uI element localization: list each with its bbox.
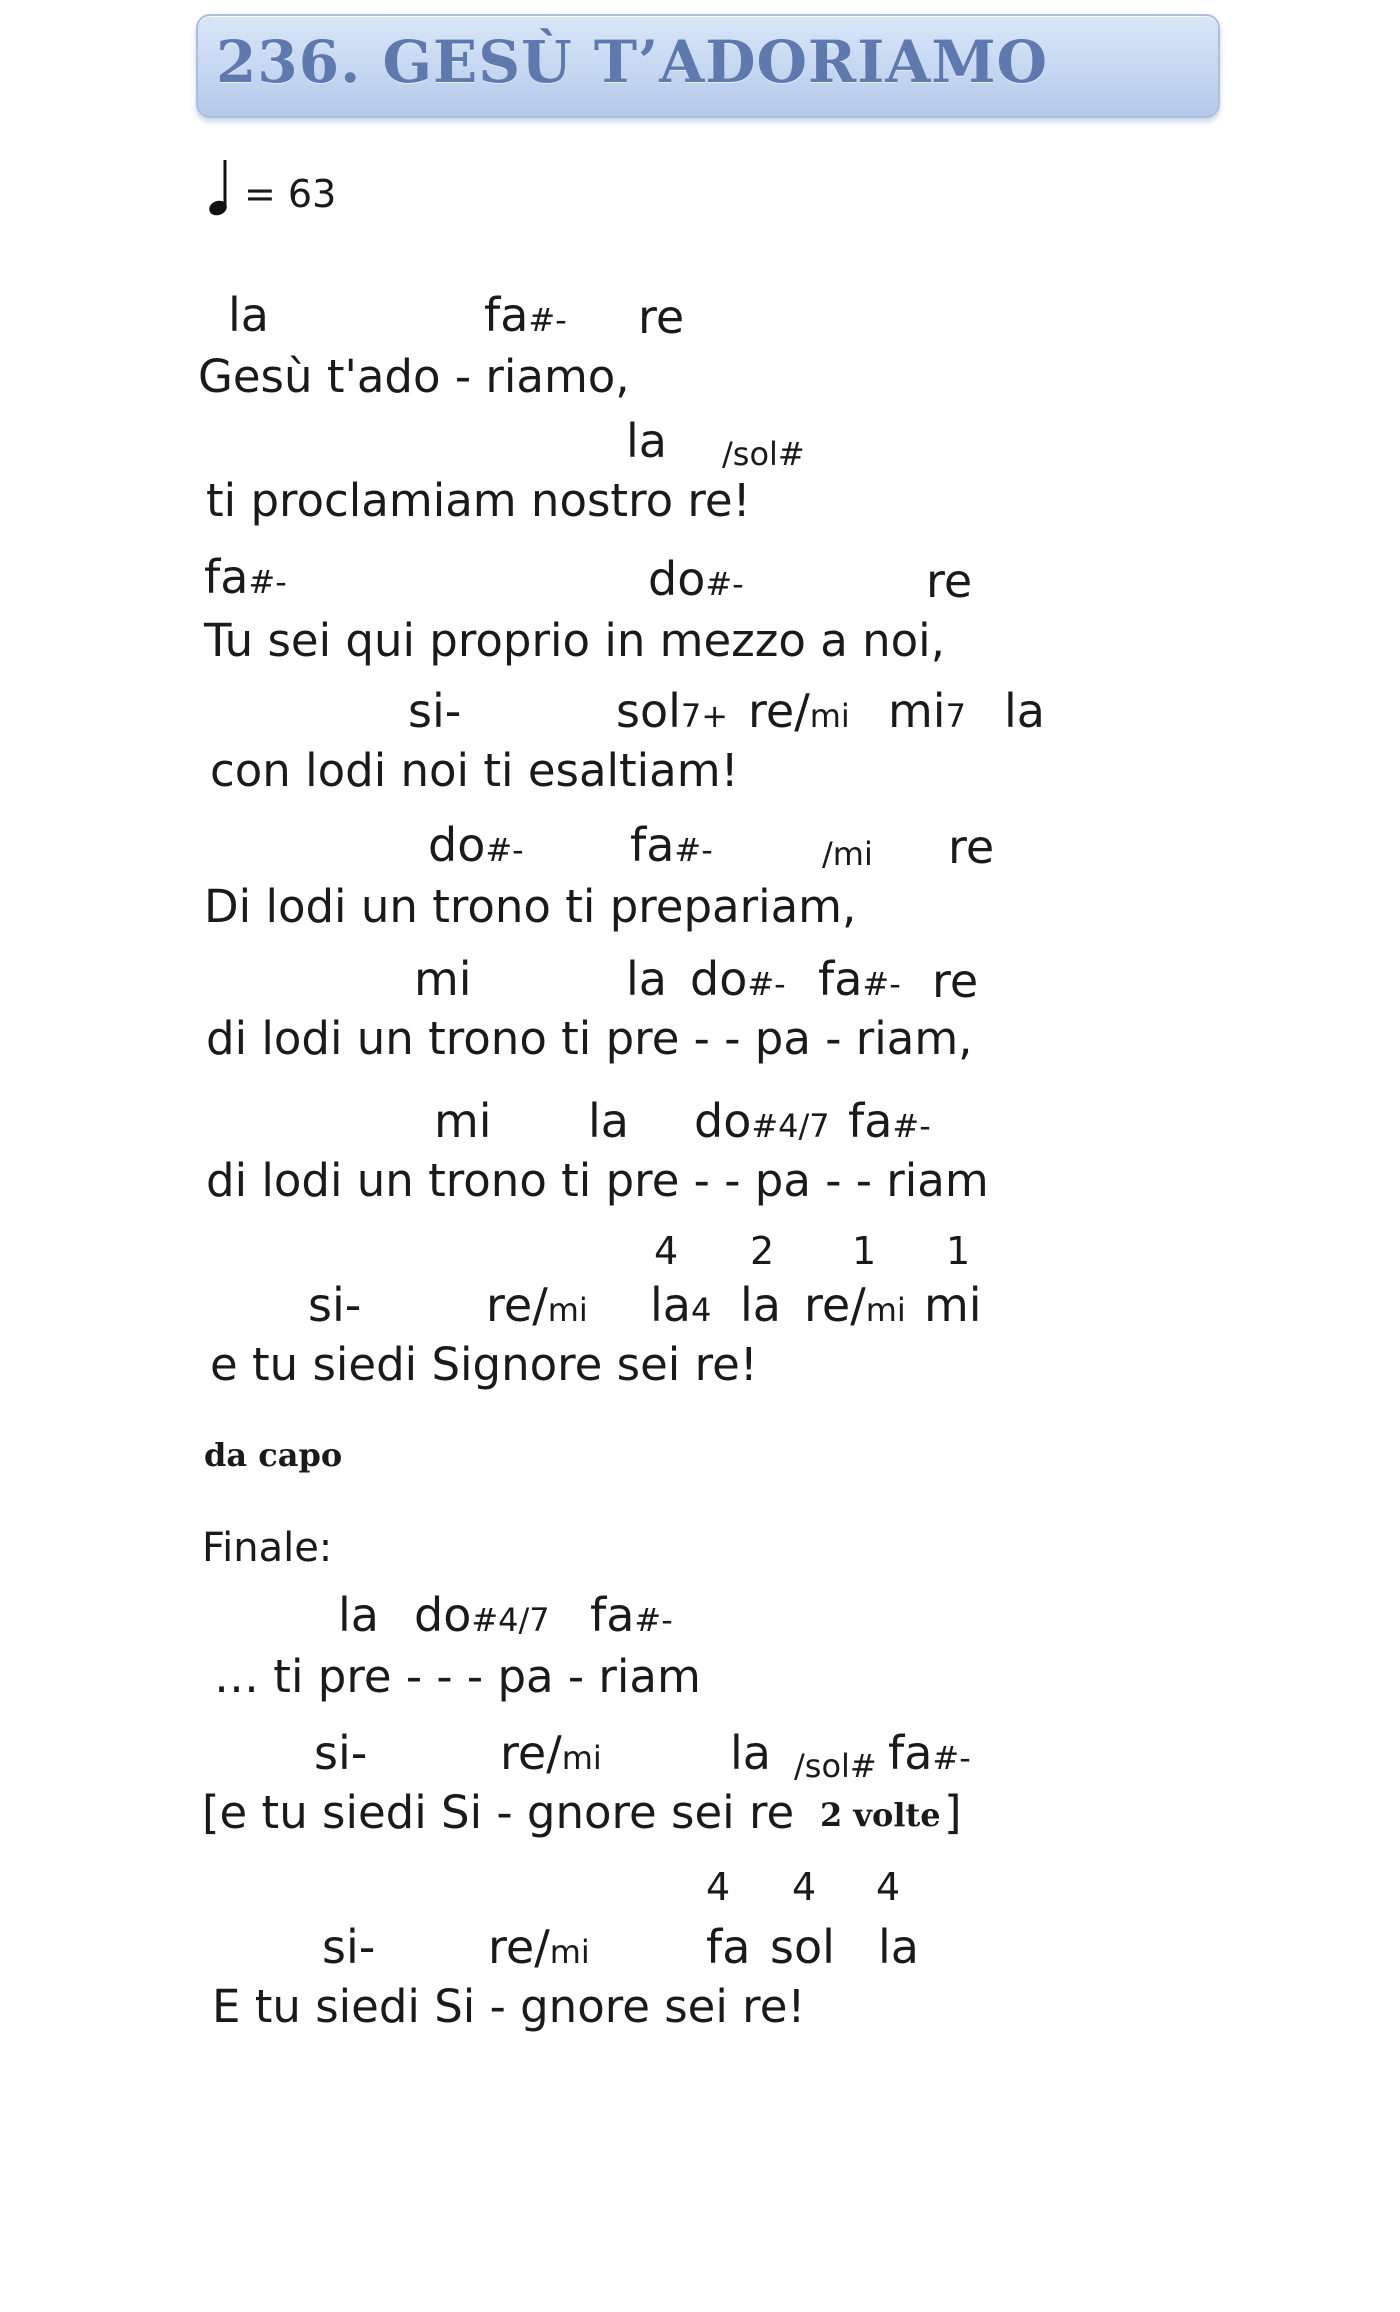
chord: fa#- <box>484 288 567 342</box>
chord: la <box>878 1920 919 1974</box>
chord: fa#- <box>590 1588 673 1642</box>
chord: do#4/7 <box>694 1094 830 1148</box>
chord: re/mi <box>500 1726 602 1780</box>
chord: re <box>948 820 995 874</box>
chord: re <box>638 290 685 344</box>
lyric-line: Tu sei qui proprio in mezzo a noi, <box>204 614 945 667</box>
repeat-count-label: 2 volte <box>820 1796 941 1834</box>
lyric-line: di lodi un trono ti pre - - pa - riam, <box>206 1012 973 1065</box>
chord: la <box>626 952 667 1006</box>
lyric-line: con lodi noi ti esaltiam! <box>210 744 739 797</box>
chord: si- <box>322 1920 376 1974</box>
chord: re <box>926 554 973 608</box>
chord: la <box>588 1094 629 1148</box>
chord: la <box>626 414 667 468</box>
chord: /sol# <box>794 1747 877 1785</box>
lyric-line: E tu siedi Si - gnore sei re! <box>212 1980 806 2033</box>
chord: do#- <box>648 552 744 606</box>
lyric-line: [e tu siedi Si - gnore sei re <box>202 1786 795 1839</box>
chord: fa#- <box>204 550 287 604</box>
closing-bracket: ] <box>944 1786 962 1839</box>
fingering-number: 4 <box>706 1865 731 1909</box>
lyric-line: ti proclamiam nostro re! <box>206 474 751 527</box>
chord: sol <box>770 1920 835 1974</box>
lyric-line: Di lodi un trono ti prepariam, <box>204 880 857 933</box>
chord: do#4/7 <box>414 1588 550 1642</box>
chord: si- <box>308 1278 362 1332</box>
chord: mi <box>414 952 472 1006</box>
chord: re <box>932 954 979 1008</box>
lyric-line: … ti pre - - - pa - riam <box>214 1650 701 1703</box>
chord: fa#- <box>818 952 901 1006</box>
chord: re/mi <box>748 684 850 738</box>
chord: re/mi <box>488 1920 590 1974</box>
chord: fa <box>706 1920 751 1974</box>
title-banner <box>196 14 1220 118</box>
chord: la <box>740 1278 781 1332</box>
chord: fa#- <box>630 818 713 872</box>
fingering-number: 1 <box>946 1229 971 1273</box>
quarter-note-icon <box>206 156 232 220</box>
chord: sol7+ <box>616 684 729 738</box>
chord: /sol# <box>722 435 805 473</box>
chord: la <box>228 288 269 342</box>
chord: la4 <box>650 1278 712 1332</box>
chord: re/mi <box>804 1278 906 1332</box>
lyric-line: di lodi un trono ti pre - - pa - - riam <box>206 1154 989 1207</box>
fingering-number: 4 <box>654 1229 679 1273</box>
fingering-number: 4 <box>792 1865 817 1909</box>
chord: do#- <box>690 952 786 1006</box>
chord: mi <box>434 1094 492 1148</box>
chord: mi7 <box>888 684 966 738</box>
chord: la <box>730 1726 771 1780</box>
da-capo-label: da capo <box>204 1436 343 1474</box>
lyric-line: Gesù t'ado - riamo, <box>198 350 630 403</box>
chord: fa#- <box>888 1726 971 1780</box>
chord: la <box>1004 684 1045 738</box>
fingering-number: 4 <box>876 1865 901 1909</box>
song-title: 236. GESÙ T’ADORIAMO <box>216 28 1049 96</box>
tempo-marking: = 63 <box>244 172 337 216</box>
fingering-number: 1 <box>852 1229 877 1273</box>
chord: si- <box>408 684 462 738</box>
fingering-number: 2 <box>750 1229 775 1273</box>
finale-label: Finale: <box>202 1525 333 1571</box>
lyric-line: e tu siedi Signore sei re! <box>210 1338 758 1391</box>
chord: fa#- <box>848 1094 931 1148</box>
chord: la <box>338 1588 379 1642</box>
chord: mi <box>924 1278 982 1332</box>
chord: re/mi <box>486 1278 588 1332</box>
chord: do#- <box>428 818 524 872</box>
chord: si- <box>314 1726 368 1780</box>
chord: /mi <box>822 835 873 873</box>
